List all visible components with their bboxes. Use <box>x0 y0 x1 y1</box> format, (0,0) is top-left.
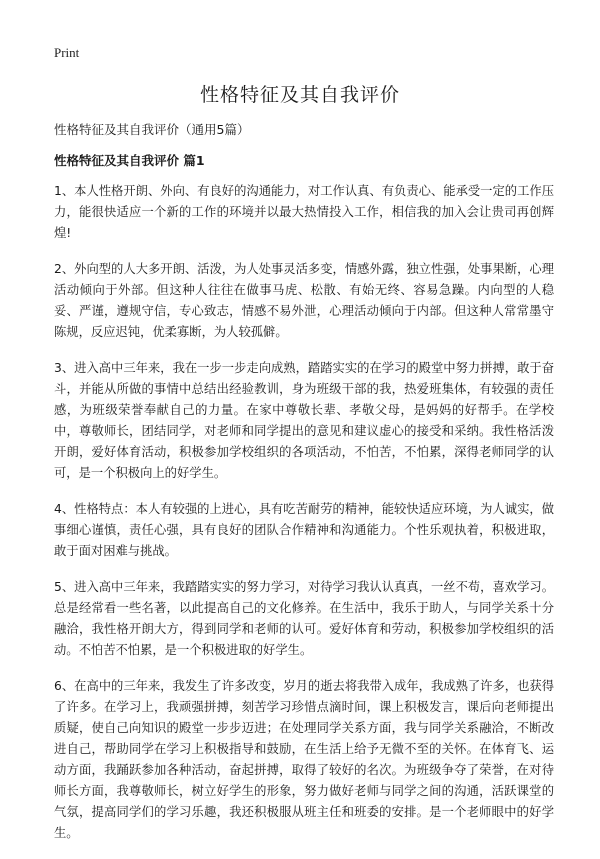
paragraph-3: 3、进入高中三年来，我在一步一步走向成熟，踏踏实实的在学习的殿堂中努力拼搏，敢于奋斗，并能从所做的事情中总结出经验教训，身为班级干部的我，热爱班集体，有较强的责任感，为班级荣誉奉献自己的力量。在家中尊敬长辈、孝敬父母，是妈妈的好帮手。在学校中，尊敬师长，团结同学，对老师和同学提出的意见和建议虚心的接受和采纳。我性格活泼开朗，爱好体育活动，积极参加学校组织的各项活动，不怕苦，不怕累，深得老师同学的认可，是一个积极向上的好学生。 <box>54 361 554 480</box>
paragraph-1: 1、本人性格开朗、外向、有良好的沟通能力，对工作认真、有负责心、能承受一定的工作压力，能很快适应一个新的工作的环境并以最大热情投入工作，相信我的加入会让贵司再创辉煌! <box>54 184 554 240</box>
paragraph-list <box>54 181 554 859</box>
paragraph-6: 6、在高中的三年来，我发生了许多改变，岁月的逝去将我带入成年，我成熟了许多，也获得了许多。在学习上，我顽强拼搏，刻苦学习珍惜点滴时间，课上积极发言，课后向老师提出质疑，使自己向知识的殿堂一步步迈进；在处理同学关系方面，我与同学关系融洽，不断改进自己，帮助同学在学习上积极指导和鼓励，在生活上给予无微不至的关怀。在体育飞、运动方面，我踊跃参加各种活动，奋起拼搏，取得了较好的名次。为班级争夺了荣誉，在对待师长方面，我尊敬师长，树立好学生的形象，努力做好老师与同学之间的沟通，活跃课堂的气氛，提高同学们的学习乐趣，我还积极服从班主任和班委的安排。是一个老师眼中的好学生。 <box>54 679 554 840</box>
document-subtitle: 性格特征及其自我评价（通用5篇） <box>54 122 250 137</box>
section-title: 性格特征及其自我评价 篇1 <box>54 153 205 168</box>
paragraph-4: 4、性格特点：本人有较强的上进心，具有吃苦耐劳的精神，能较快适应环境，为人诚实，做事细心谨慎，责任心强，具有良好的团队合作精神和沟通能力。个性乐观执着，积极进取，敢于面对困难与挑战。 <box>54 502 554 558</box>
print-link[interactable]: Print <box>54 45 80 60</box>
document-title: 性格特征及其自我评价 <box>199 84 400 106</box>
paragraph-2: 2、外向型的人大多开朗、活泼，为人处事灵活多变，情感外露，独立性强，处事果断，心理活动倾向于外部。但这种人往往在做事马虎、松散、有始无终、容易急躁。内向型的人稳妥、严谨，遵规守信，专心致志，情感不易外泄，心理活动倾向于内部。但这种人常常墨守陈规，反应迟钝，优柔寡断，为人较孤僻。 <box>54 262 554 339</box>
paragraph-5: 5、进入高中三年来，我踏踏实实的努力学习，对待学习我认认真真，一丝不苟，喜欢学习。总是经常看一些名著，以此提高自己的文化修养。在生活中，我乐于助人，与同学关系十分融洽，我性格开朗大方，得到同学和老师的认可。爱好体育和劳动，积极参加学校组织的活动。不怕苦不怕累，是一个积极进取的好学生。 <box>54 580 554 657</box>
